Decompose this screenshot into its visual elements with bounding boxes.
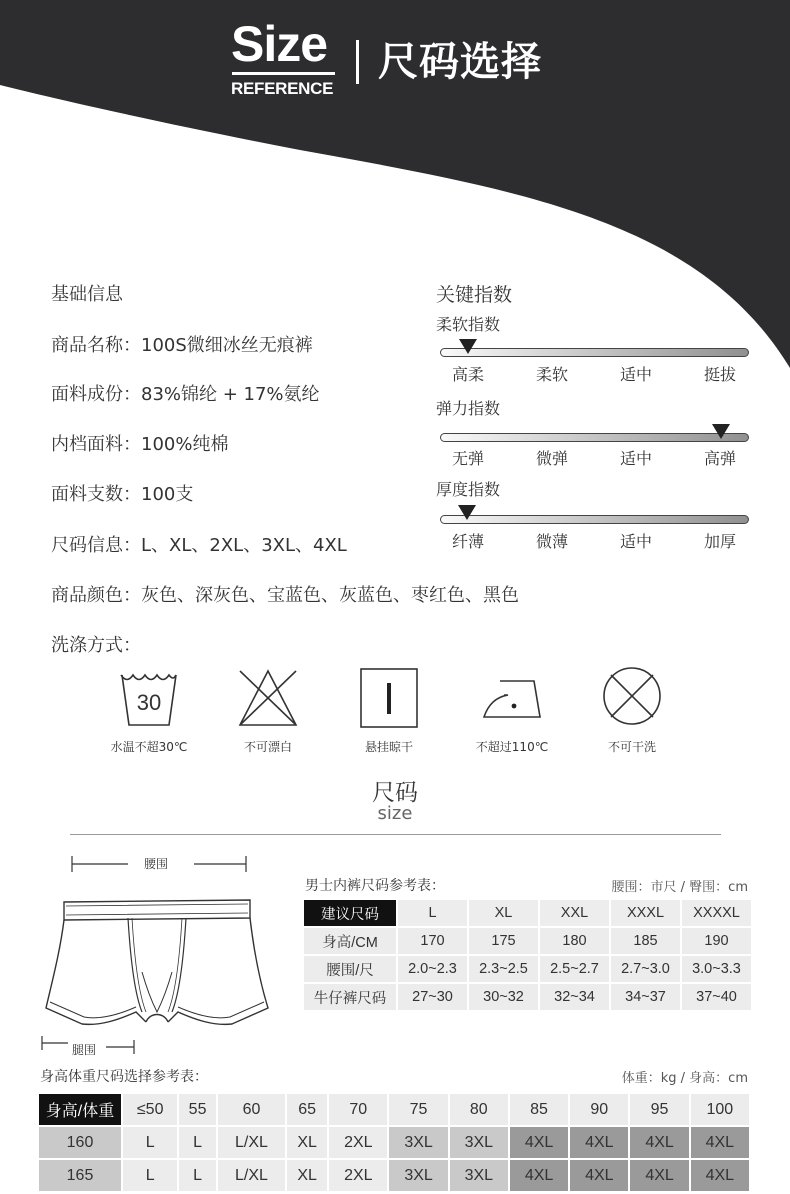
header-underline xyxy=(232,72,335,75)
care-label: 不可漂白 xyxy=(243,740,292,754)
softness-slider xyxy=(440,348,749,357)
table-cell: 175 xyxy=(469,928,538,954)
table-cell: L/XL xyxy=(218,1127,285,1158)
table-cell: 4XL xyxy=(630,1127,688,1158)
table-row-label: 牛仔裤尺码 xyxy=(304,984,396,1010)
table-header-cell: 建议尺码 xyxy=(304,900,396,926)
info-lining: 内档面料：100%纯棉 xyxy=(51,434,229,455)
table-cell: 4XL xyxy=(570,1127,628,1158)
elasticity-level: 微弹 xyxy=(535,449,568,468)
table-cell: 4XL xyxy=(510,1160,568,1191)
table-cell: 3.0~3.3 xyxy=(682,956,751,982)
table-header-cell: 身高/体重 xyxy=(39,1094,121,1125)
elasticity-level: 适中 xyxy=(619,449,652,468)
table-cell: L xyxy=(123,1160,177,1191)
table-cell: 4XL xyxy=(691,1127,749,1158)
no-dry-clean-icon xyxy=(602,665,662,727)
svg-text:30: 30 xyxy=(136,690,162,715)
table-cell: 37~40 xyxy=(682,984,751,1010)
underwear-diagram xyxy=(38,852,290,1062)
table-header-cell: XXL xyxy=(540,900,609,926)
waist-label: 腰围 xyxy=(144,857,169,871)
thickness-slider xyxy=(440,515,749,524)
table-cell: 30~32 xyxy=(469,984,538,1010)
table-cell: 34~37 xyxy=(611,984,680,1010)
table-row xyxy=(304,928,751,954)
table-cell: L xyxy=(123,1127,177,1158)
table-row xyxy=(39,1160,749,1191)
table-cell: 170 xyxy=(398,928,467,954)
table-cell: 3XL xyxy=(389,1160,447,1191)
elasticity-slider xyxy=(440,433,749,442)
table-cell: 27~30 xyxy=(398,984,467,1010)
leg-label: 腿围 xyxy=(72,1043,97,1057)
table-cell: 2XL xyxy=(329,1127,387,1158)
table-row xyxy=(39,1127,749,1158)
iron-icon xyxy=(482,667,542,729)
table1-title: 男士内裤尺码参考表： xyxy=(305,878,445,894)
table-header-cell: 70 xyxy=(329,1094,387,1125)
softness-level: 高柔 xyxy=(451,365,484,384)
table2-title: 身高体重尺码选择参考表： xyxy=(40,1069,208,1085)
table-cell: 2.7~3.0 xyxy=(611,956,680,982)
table-row xyxy=(39,1094,749,1125)
info-product-name: 商品名称：100S微细冰丝无痕裤 xyxy=(51,335,313,356)
table-header-cell: 65 xyxy=(287,1094,327,1125)
table-cell: 4XL xyxy=(691,1160,749,1191)
table-cell: L xyxy=(179,1127,215,1158)
table-header-cell: 60 xyxy=(218,1094,285,1125)
care-label: 水温不超30℃ xyxy=(110,740,188,754)
table-cell: L/XL xyxy=(218,1160,285,1191)
table-header-cell: 85 xyxy=(510,1094,568,1125)
table-row xyxy=(304,900,751,926)
info-washing-label: 洗涤方式： xyxy=(51,635,141,656)
header-title: 尺码选择 xyxy=(378,39,542,85)
table-cell: XL xyxy=(287,1127,327,1158)
info-colors: 商品颜色：灰色、深灰色、宝蓝色、灰蓝色、枣红色、黑色 xyxy=(51,585,519,606)
table-cell: 190 xyxy=(682,928,751,954)
table-row xyxy=(304,956,751,982)
mens-size-table xyxy=(302,898,753,1012)
header-divider xyxy=(356,40,359,84)
table-cell: 185 xyxy=(611,928,680,954)
softness-level: 挺拔 xyxy=(703,365,736,384)
table-header-cell: 100 xyxy=(691,1094,749,1125)
table-cell: 2.3~2.5 xyxy=(469,956,538,982)
table-row-label: 165 xyxy=(39,1160,121,1191)
table-cell: 180 xyxy=(540,928,609,954)
section-divider xyxy=(70,834,721,835)
elasticity-index-title: 弹力指数 xyxy=(436,399,501,418)
no-bleach-icon xyxy=(238,667,298,729)
table-cell: 2XL xyxy=(329,1160,387,1191)
table1-units: 腰围：市尺 / 臀围：cm xyxy=(611,880,748,895)
table-header-cell: XXXXL xyxy=(682,900,751,926)
thickness-level: 微薄 xyxy=(535,532,568,551)
table-cell: XL xyxy=(287,1160,327,1191)
hang-dry-icon xyxy=(359,667,419,729)
table-cell: 3XL xyxy=(450,1127,508,1158)
thickness-marker xyxy=(458,505,476,520)
table-cell: 2.0~2.3 xyxy=(398,956,467,982)
size-section-title: 尺码 xyxy=(372,780,418,806)
thickness-level: 适中 xyxy=(619,532,652,551)
info-sizes: 尺码信息：L、XL、2XL、3XL、4XL xyxy=(51,535,347,556)
info-fabric: 面料成份：83%锦纶 + 17%氨纶 xyxy=(51,384,320,405)
table-header-cell: 75 xyxy=(389,1094,447,1125)
table-row-label: 160 xyxy=(39,1127,121,1158)
table-cell: 3XL xyxy=(389,1127,447,1158)
care-label: 不超过110℃ xyxy=(475,740,549,754)
thickness-level: 加厚 xyxy=(703,532,736,551)
wash-30-icon xyxy=(119,667,179,729)
thickness-index-title: 厚度指数 xyxy=(436,480,501,499)
info-yarn-count: 面料支数：100支 xyxy=(51,484,194,505)
care-label: 不可干洗 xyxy=(607,740,656,754)
elasticity-level: 无弹 xyxy=(451,449,484,468)
care-label: 悬挂晾干 xyxy=(364,740,413,754)
table-header-cell: XXXL xyxy=(611,900,680,926)
table-header-cell: 95 xyxy=(630,1094,688,1125)
size-section-subtitle: size xyxy=(377,803,413,824)
table-cell: 4XL xyxy=(630,1160,688,1191)
table-row xyxy=(304,984,751,1010)
table-row-label: 腰围/尺 xyxy=(304,956,396,982)
table-cell: 4XL xyxy=(570,1160,628,1191)
thickness-level: 纤薄 xyxy=(451,532,484,551)
height-weight-table xyxy=(37,1092,751,1193)
table-header-cell: ≤50 xyxy=(123,1094,177,1125)
indices-title: 关键指数 xyxy=(436,284,513,306)
softness-marker xyxy=(459,339,477,354)
table2-units: 体重：kg / 身高：cm xyxy=(621,1071,748,1086)
softness-index-title: 柔软指数 xyxy=(436,315,501,334)
table-header-cell: XL xyxy=(469,900,538,926)
elasticity-marker xyxy=(712,424,730,439)
softness-level: 适中 xyxy=(619,365,652,384)
table-row-label: 身高/CM xyxy=(304,928,396,954)
table-header-cell: 80 xyxy=(450,1094,508,1125)
header-size-word: Size xyxy=(231,16,328,72)
table-header-cell: 55 xyxy=(179,1094,215,1125)
table-header-cell: L xyxy=(398,900,467,926)
table-cell: 4XL xyxy=(510,1127,568,1158)
header-reference-word: REFERENCE xyxy=(231,79,334,98)
table-cell: 2.5~2.7 xyxy=(540,956,609,982)
table-cell: 32~34 xyxy=(540,984,609,1010)
info-section-title: 基础信息 xyxy=(51,284,123,305)
table-cell: 3XL xyxy=(450,1160,508,1191)
table-cell: L xyxy=(179,1160,215,1191)
elasticity-level: 高弹 xyxy=(703,449,736,468)
table-header-cell: 90 xyxy=(570,1094,628,1125)
softness-level: 柔软 xyxy=(535,365,568,384)
